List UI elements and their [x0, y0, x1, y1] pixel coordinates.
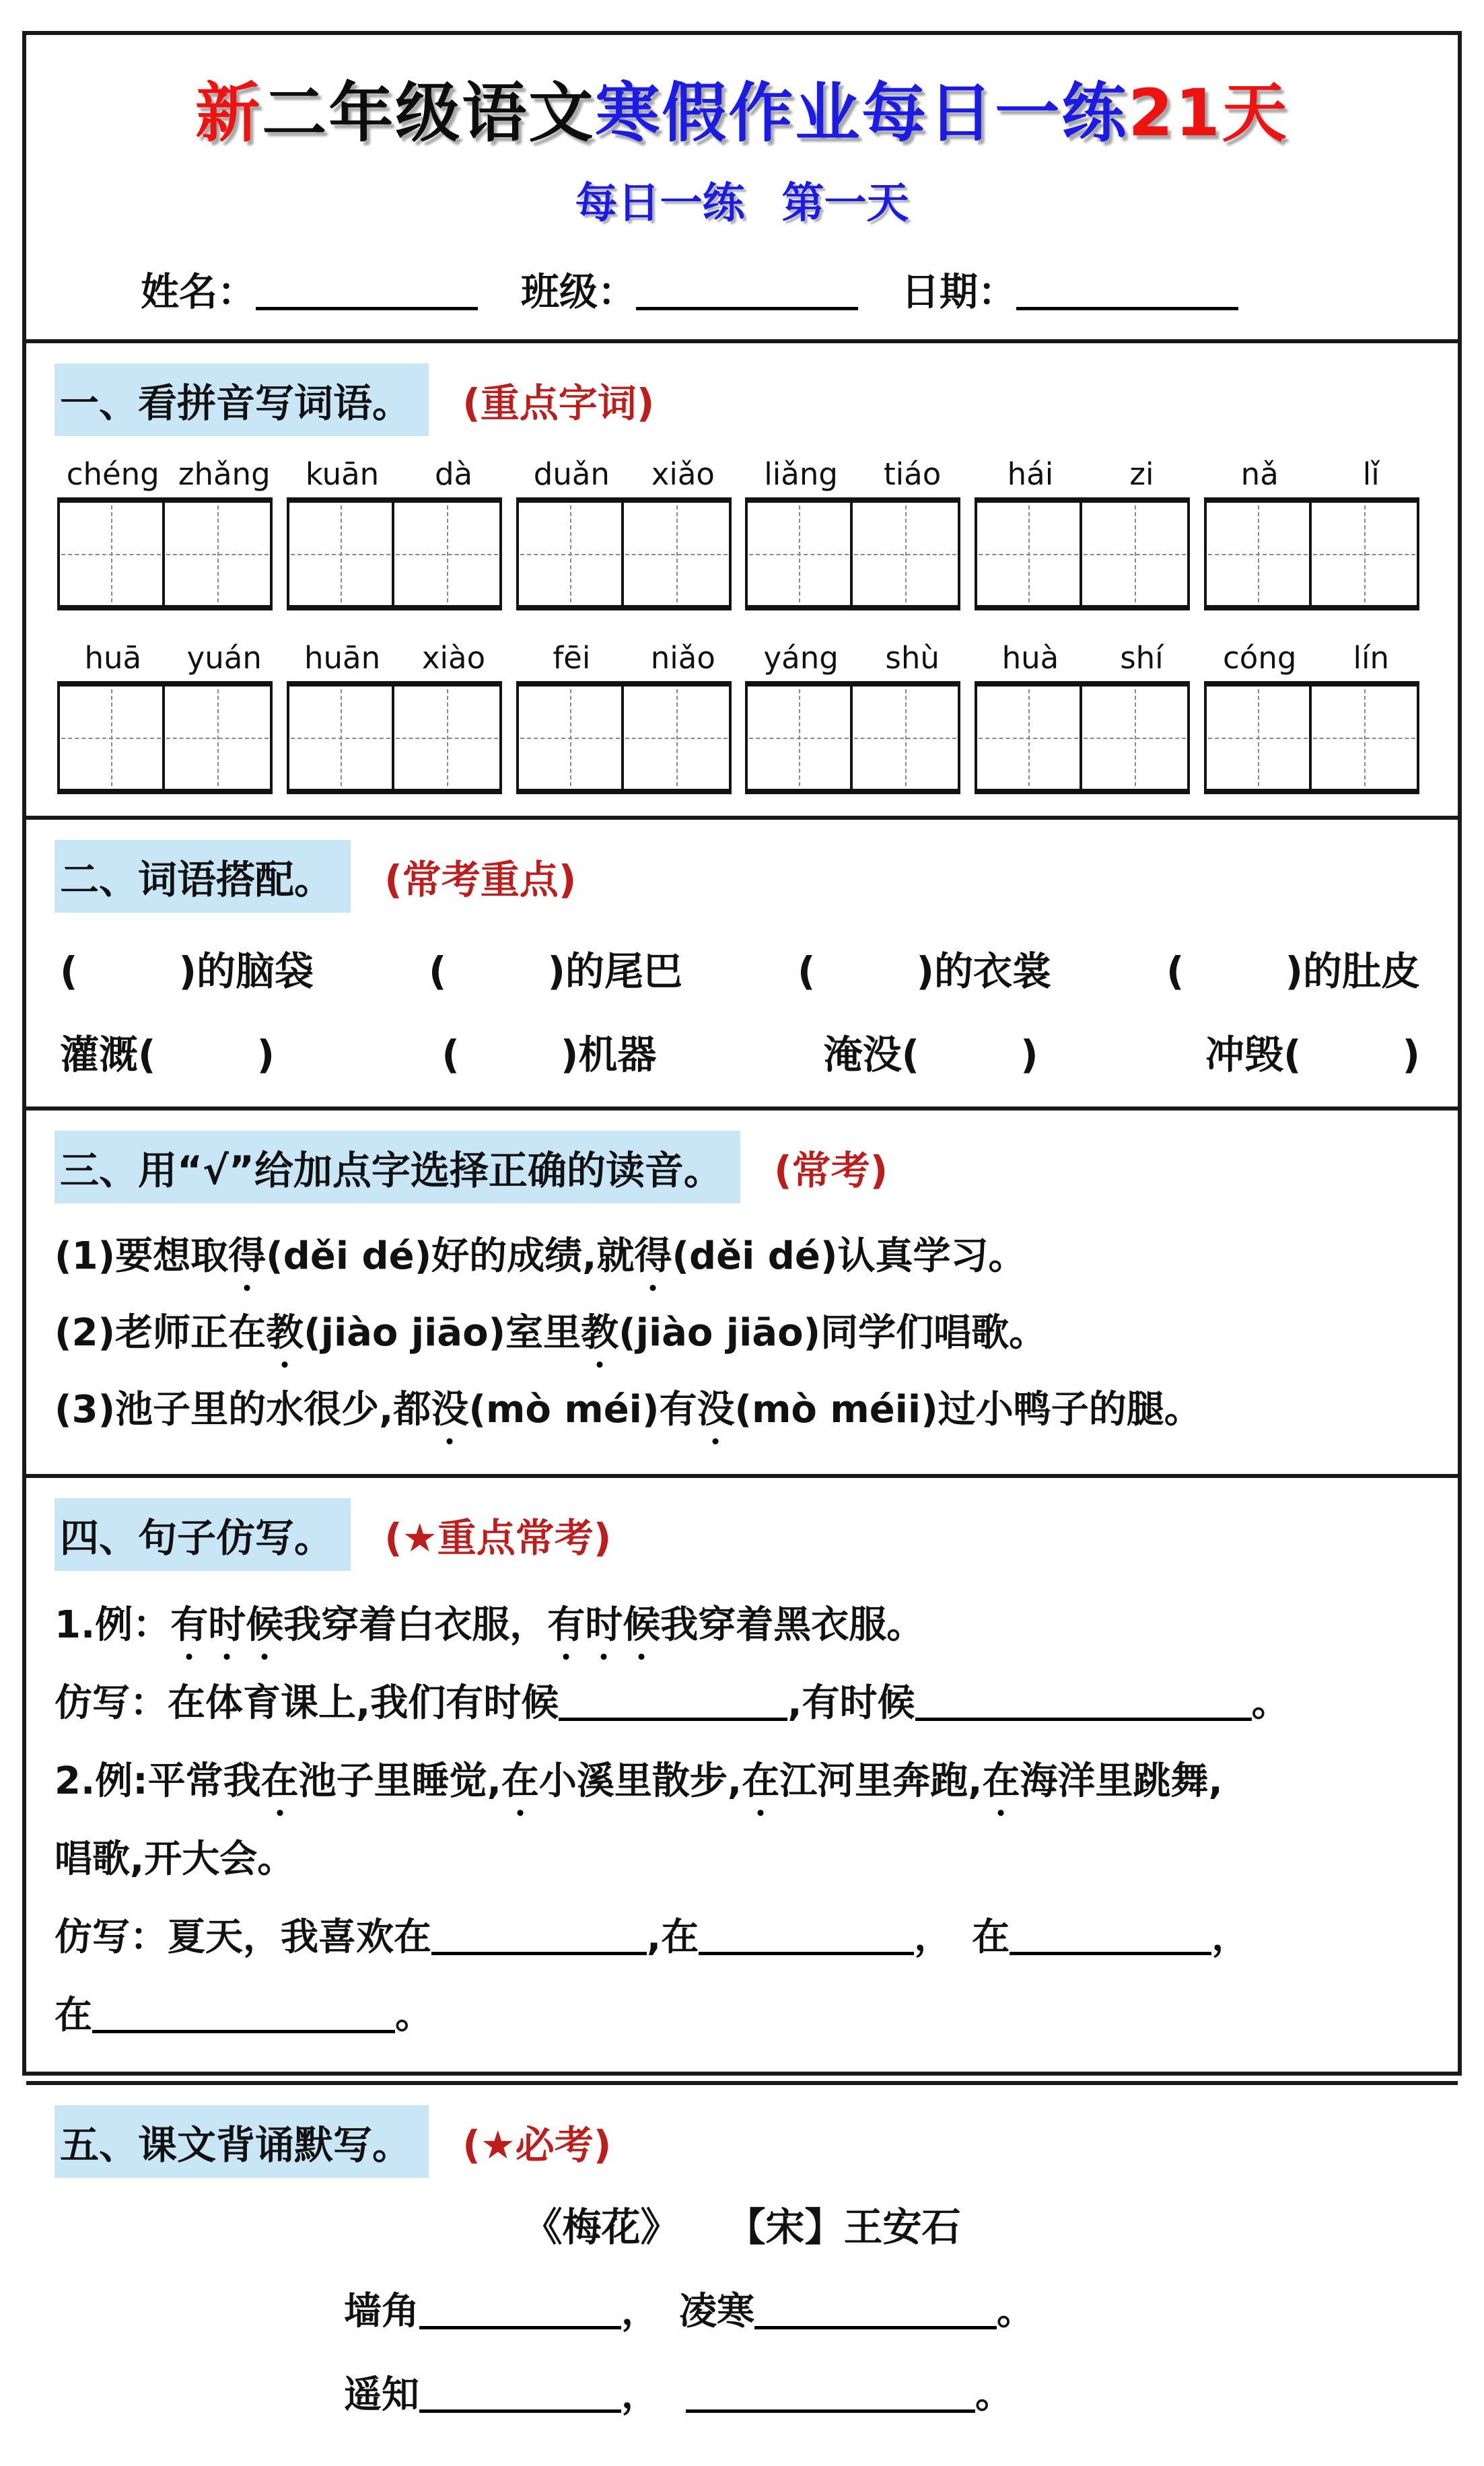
pronunciation-item [55, 1303, 1429, 1357]
text-run: 第一天 [781, 178, 909, 227]
spacer [952, 1949, 972, 1950]
title-part: 新 [195, 75, 262, 151]
section-5-heading: 五、课文背诵默写。 [55, 2105, 429, 2178]
fill-in-blank [754, 2290, 997, 2329]
text-run: 《梅花》 [523, 2204, 680, 2250]
text-run: 。 [395, 1994, 433, 2037]
writing-box [394, 497, 502, 610]
pinyin-syllable: xiào [421, 640, 486, 676]
pinyin-word-group [1204, 456, 1427, 610]
section-2-tag: (常考重点) [384, 857, 577, 903]
emphasis-dot-char: 在 [982, 1751, 1020, 1805]
info-field-blank [1016, 271, 1238, 310]
text-run: ) [1020, 1032, 1038, 1078]
pinyin-labels [516, 640, 739, 676]
writing-boxes [745, 497, 968, 610]
text-run: (3)池子里的水很少,都 [55, 1388, 431, 1432]
info-field [521, 261, 858, 316]
word-match-item [441, 1023, 656, 1080]
section-4-sentence-imitation [26, 1474, 1458, 2081]
fill-in-blank [699, 1916, 914, 1955]
pinyin-syllable: huā [84, 640, 142, 676]
text-run: 1.例： [55, 1603, 171, 1647]
pinyin-word-group [975, 456, 1197, 610]
pinyin-labels [975, 640, 1197, 676]
word-match-item [429, 940, 682, 996]
writing-box [57, 497, 165, 610]
pinyin-syllable: liǎng [764, 456, 838, 492]
text-run: 小溪里散步, [538, 1759, 742, 1803]
pinyin-word-group [975, 640, 1197, 794]
pronunciation-items [55, 1226, 1429, 1434]
poem-fill-in-lines [55, 2282, 1429, 2419]
writing-boxes [57, 681, 280, 794]
writing-boxes [516, 497, 739, 610]
pinyin-syllable: lín [1353, 640, 1389, 676]
section-3-heading-row [55, 1131, 1429, 1203]
title-part: 寒假作业每日一练 [595, 75, 1129, 151]
info-field-blank [636, 271, 858, 310]
text-run: 在 [55, 1994, 92, 2037]
writing-box [1204, 497, 1312, 610]
text-run: 灌溉( [60, 1032, 156, 1078]
text-run: 冲毁( [1205, 1032, 1302, 1078]
word-matching-area [55, 940, 1429, 1080]
poem-title [55, 2195, 1429, 2252]
text-run: 【宋】王安石 [726, 2204, 961, 2250]
section-1-heading: 一、看拼音写词语。 [55, 363, 429, 436]
pinyin-word-group [516, 640, 739, 794]
word-match-item [1166, 940, 1420, 996]
section-3-tag: (常考) [774, 1148, 888, 1193]
fill-in-blank [419, 2374, 621, 2413]
writing-box [1312, 681, 1419, 794]
writing-boxes [975, 681, 1197, 794]
text-run: 淹没( [823, 1032, 920, 1078]
spacer [680, 2240, 727, 2241]
text-run: ( [441, 1032, 460, 1078]
section-1-pinyin-words [26, 339, 1458, 816]
sentence-line [55, 1907, 1429, 1961]
text-run: ( [428, 948, 447, 994]
pinyin-labels [745, 640, 968, 676]
poem-line [55, 2282, 1429, 2335]
sentence-line [55, 1673, 1429, 1727]
writing-box [165, 681, 273, 794]
word-match-item [60, 1023, 275, 1080]
text-run: )的肚皮 [1285, 948, 1420, 994]
writing-boxes [975, 497, 1197, 610]
section-4-heading-row [55, 1498, 1429, 1571]
section-2-heading-row [55, 840, 1429, 913]
writing-box [1204, 681, 1312, 794]
spacer [447, 984, 548, 985]
sentence-line [55, 1985, 1429, 2039]
info-field-label: 班级： [521, 270, 636, 314]
pinyin-labels [975, 456, 1197, 492]
emphasis-dot-char: 教 [266, 1303, 304, 1357]
section-4-heading: 四、句子仿写。 [55, 1498, 351, 1571]
writing-boxes [1204, 681, 1427, 794]
pinyin-labels [57, 456, 280, 492]
text-run: 唱歌,开大会。 [55, 1837, 295, 1881]
pinyin-syllable: zi [1129, 456, 1154, 492]
pinyin-syllable: zhǎng [178, 456, 271, 492]
pinyin-labels [1204, 456, 1427, 492]
student-info-row [40, 230, 1444, 339]
word-match-item [60, 940, 314, 996]
text-run: (mò méi)有 [468, 1388, 697, 1432]
pinyin-syllable: duǎn [533, 456, 610, 492]
pinyin-word-group [57, 456, 280, 610]
header [26, 35, 1458, 339]
sentence-line [55, 1595, 1429, 1649]
writing-box [975, 497, 1082, 610]
pinyin-syllable: huān [304, 640, 381, 676]
fill-in-blank [1010, 1916, 1211, 1955]
info-field [901, 261, 1238, 316]
info-field [141, 261, 478, 316]
section-4-tag: (★重点常考) [384, 1515, 612, 1561]
pinyin-word-group [287, 456, 509, 610]
poem-line [55, 2365, 1429, 2419]
text-run: ( [1166, 948, 1185, 994]
spacer [460, 1067, 561, 1068]
writing-box [624, 681, 732, 794]
text-run: 2.例:平常我 [55, 1759, 261, 1803]
text-run: 每日一练 [575, 178, 745, 227]
pinyin-labels [57, 640, 280, 676]
emphasis-dot-char: 时 [585, 1595, 623, 1649]
writing-box [57, 681, 165, 794]
pinyin-syllable: huà [1001, 640, 1059, 676]
writing-boxes [287, 681, 509, 794]
word-match-item [1205, 1023, 1420, 1080]
text-run: 遥知 [344, 2373, 419, 2417]
pinyin-syllable: hái [1007, 456, 1054, 492]
section-2-heading: 二、词语搭配。 [55, 840, 351, 913]
fill-in-blank [686, 2374, 975, 2413]
writing-box [624, 497, 732, 610]
writing-box [165, 497, 273, 610]
word-match-row [60, 940, 1420, 996]
word-match-item [824, 1023, 1038, 1080]
text-run: (jiào jiāo)同学们唱歌。 [619, 1311, 1047, 1355]
fill-in-blank [92, 1994, 395, 2033]
info-field-blank [256, 271, 478, 310]
pinyin-syllable: yáng [763, 640, 839, 676]
text-run: (1)要想取 [55, 1234, 229, 1278]
section-3-heading: 三、用“√”给加点字选择正确的读音。 [55, 1131, 740, 1203]
pinyin-syllable: yuán [186, 640, 262, 676]
pronunciation-item [55, 1226, 1429, 1280]
word-match-row [60, 1023, 1420, 1080]
writing-box [516, 497, 624, 610]
text-run: 凌寒 [679, 2290, 754, 2333]
writing-boxes [745, 681, 968, 794]
title-part: 二年级语文 [262, 75, 596, 151]
fill-in-blank [419, 2290, 621, 2329]
writing-box [287, 681, 394, 794]
writing-box [1082, 497, 1190, 610]
text-run: (děi dé)认真学习。 [672, 1234, 1026, 1278]
writing-box [853, 497, 960, 610]
pinyin-syllable: xiǎo [651, 456, 715, 492]
emphasis-dot-char: 在 [501, 1751, 539, 1805]
pinyin-word-group [287, 640, 509, 794]
fill-in-blank [431, 1916, 647, 1955]
pinyin-syllable: lǐ [1362, 456, 1380, 492]
text-run: 。 [997, 2290, 1034, 2333]
writing-box [516, 681, 624, 794]
writing-box [394, 681, 502, 794]
section-5-poem-recitation [26, 2081, 1458, 2466]
writing-boxes [1204, 497, 1427, 610]
pinyin-syllable: kuān [305, 456, 380, 492]
pinyin-box-row [57, 640, 1427, 794]
text-run: (mò méii)过小鸭子的腿。 [734, 1388, 1202, 1432]
text-run: 海洋里跳舞, [1020, 1759, 1223, 1803]
writing-box [1082, 681, 1190, 794]
text-run: )的尾巴 [547, 948, 683, 994]
pinyin-labels [745, 456, 968, 492]
pinyin-word-group [745, 456, 968, 610]
fill-in-blank [559, 1682, 787, 1721]
info-field-label: 姓名： [141, 270, 256, 314]
section-2-word-matching [26, 816, 1458, 1106]
text-run: )的衣裳 [916, 948, 1051, 994]
text-run: ， [914, 1915, 952, 1959]
pinyin-syllable: tiáo [884, 456, 942, 492]
writing-boxes [516, 681, 739, 794]
emphasis-dot-char: 有 [547, 1595, 585, 1649]
text-run: ) [1402, 1032, 1420, 1078]
spacer [78, 984, 179, 985]
emphasis-dot-char: 在 [261, 1751, 299, 1805]
text-run: 我穿着黑衣服。 [660, 1603, 925, 1647]
text-run: ,有时候 [787, 1681, 915, 1725]
info-field-label: 日期： [901, 270, 1016, 314]
text-run: (2)老师正在 [55, 1311, 267, 1355]
text-run: 在 [972, 1915, 1010, 1959]
page-title [40, 62, 1444, 154]
spacer [156, 1067, 257, 1068]
text-run: ,在 [647, 1915, 699, 1959]
pinyin-labels [287, 456, 509, 492]
section-5-heading-row [55, 2105, 1429, 2178]
emphasis-dot-char: 时 [208, 1595, 246, 1649]
spacer [1184, 984, 1285, 985]
sentence-imitation-lines [55, 1595, 1429, 2039]
text-run: 。 [975, 2373, 1013, 2417]
text-run: 江河里奔跑, [779, 1759, 983, 1803]
text-run: ， [621, 2373, 659, 2417]
pinyin-word-group [57, 640, 280, 794]
writing-box [745, 681, 853, 794]
word-match-item [798, 940, 1051, 996]
text-run: ( [60, 948, 78, 994]
pinyin-word-group [516, 456, 739, 610]
writing-boxes [287, 497, 509, 610]
text-run: 仿写：在体育课上,我们有时候 [55, 1681, 559, 1725]
sentence-line [55, 1829, 1429, 1883]
text-run: )机器 [560, 1032, 657, 1078]
emphasis-dot-char: 在 [742, 1751, 779, 1805]
text-run: 池子里睡觉, [298, 1759, 501, 1803]
emphasis-dot-char: 候 [246, 1595, 283, 1649]
emphasis-dot-char: 得 [228, 1226, 266, 1280]
writing-box [975, 681, 1082, 794]
text-run: 。 [1251, 1681, 1289, 1725]
pinyin-syllable: fēi [553, 640, 591, 676]
emphasis-dot-char: 没 [431, 1380, 468, 1434]
spacer [659, 2323, 679, 2324]
text-run: (děi dé)好的成绩,就 [266, 1234, 635, 1278]
spacer [815, 984, 916, 985]
pinyin-word-group [745, 640, 968, 794]
emphasis-dot-char: 没 [697, 1380, 734, 1434]
pinyin-word-group [1204, 640, 1427, 794]
text-run: 仿写：夏天，我喜欢在 [55, 1915, 431, 1959]
text-run: ， [621, 2290, 659, 2333]
pinyin-syllable: dà [434, 456, 473, 492]
text-run: 墙角 [344, 2290, 419, 2333]
pinyin-box-row [57, 456, 1427, 610]
writing-boxes [57, 497, 280, 610]
text-run: (jiào jiāo)室里 [304, 1311, 581, 1355]
writing-box [745, 497, 853, 610]
pinyin-writing-area [55, 456, 1429, 794]
pinyin-syllable: shù [885, 640, 940, 676]
pinyin-syllable: cóng [1223, 640, 1297, 676]
text-run: ， [1211, 1915, 1250, 1959]
writing-box [853, 681, 960, 794]
text-run: 我穿着白衣服， [283, 1603, 548, 1647]
text-run: ) [256, 1032, 275, 1078]
title-part: 21天 [1128, 75, 1289, 151]
pinyin-syllable: niǎo [650, 640, 715, 676]
emphasis-dot-char: 教 [581, 1303, 619, 1357]
emphasis-dot-char: 得 [634, 1226, 672, 1280]
section-3-pronunciation [26, 1106, 1458, 1474]
worksheet-border-box [22, 31, 1462, 2417]
pinyin-syllable: shí [1120, 640, 1164, 676]
writing-box [1312, 497, 1419, 610]
spacer [1301, 1067, 1402, 1068]
pinyin-labels [287, 640, 509, 676]
text-run: ( [797, 948, 816, 994]
section-1-tag: (重点字词) [462, 380, 655, 426]
emphasis-dot-char: 候 [623, 1595, 660, 1649]
fill-in-blank [915, 1682, 1252, 1721]
pinyin-syllable: chéng [66, 456, 160, 492]
page-subtitle [40, 169, 1444, 230]
writing-box [287, 497, 394, 610]
text-run: )的脑袋 [178, 948, 314, 994]
section-5-tag: (★必考) [462, 2122, 612, 2168]
spacer [919, 1067, 1020, 1068]
pronunciation-item [55, 1380, 1429, 1434]
emphasis-dot-char: 有 [170, 1595, 208, 1649]
pinyin-labels [1204, 640, 1427, 676]
pinyin-labels [516, 456, 739, 492]
pinyin-syllable: nǎ [1240, 456, 1279, 492]
section-1-heading-row [55, 363, 1429, 436]
sentence-line [55, 1751, 1429, 1805]
